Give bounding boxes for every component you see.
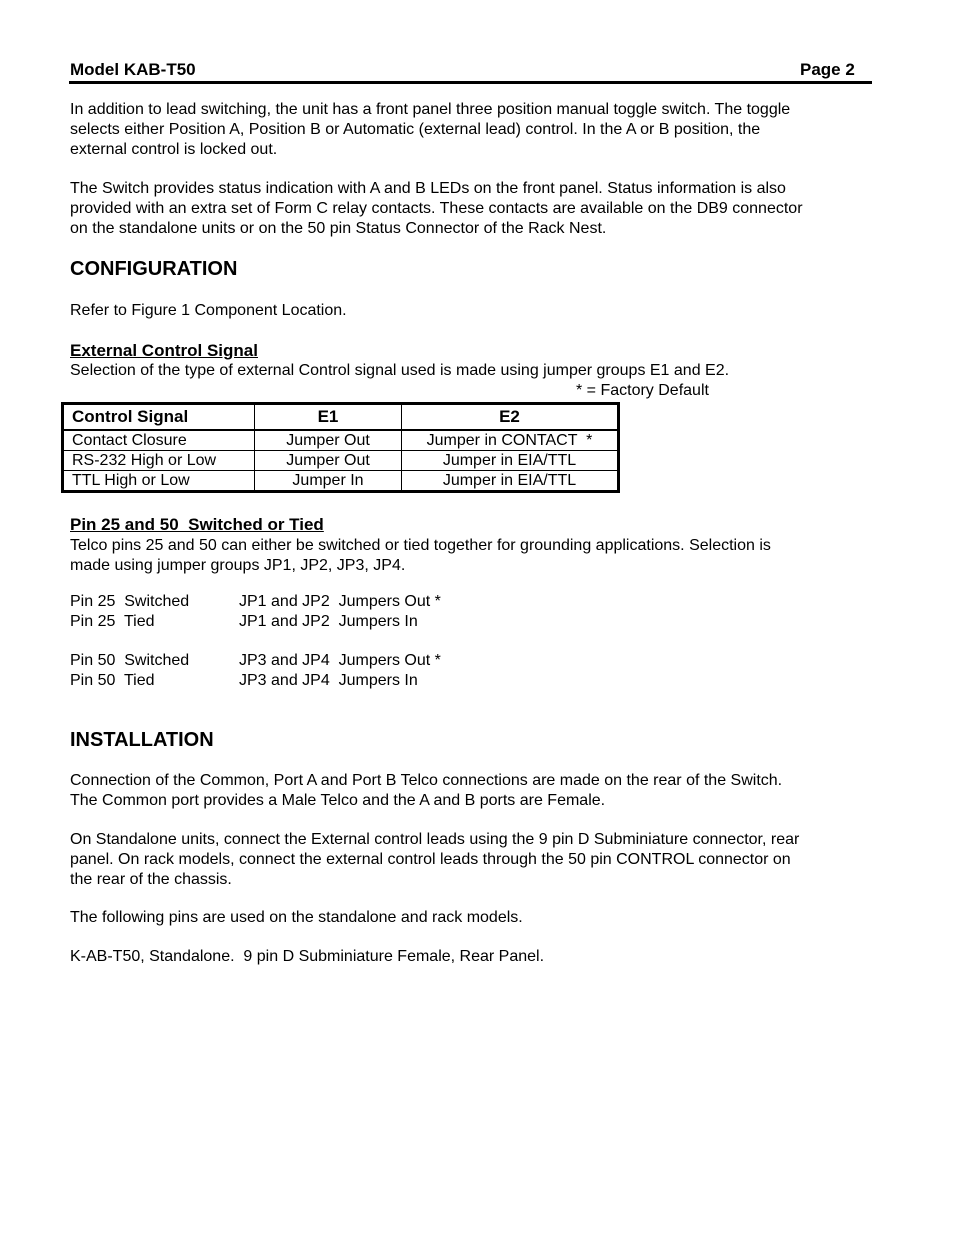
pins-heading: Pin 25 and 50 Switched or Tied xyxy=(70,515,324,534)
column-header: E2 xyxy=(402,404,619,431)
pin-label: Pin 50 Tied xyxy=(70,672,155,689)
refer-text: Refer to Figure 1 Component Location. xyxy=(70,302,347,319)
control-signal-table xyxy=(61,402,620,493)
table-cell: Jumper in CONTACT * xyxy=(402,430,619,451)
text-line: selects either Position A, Position B or Automatic (external lead) control. In the A or B position, the xyxy=(70,120,761,138)
installation-heading: INSTALLATION xyxy=(70,729,214,751)
installation-paragraph-2 xyxy=(70,830,870,889)
text-line: The Common port provides a Male Telco and the A and B ports are Female. xyxy=(70,791,606,809)
text-line: On Standalone units, connect the External control leads using the 9 pin D Subminiature connector, rear xyxy=(70,831,800,848)
header-model: Model KAB-T50 xyxy=(70,60,196,79)
table-cell: Jumper Out xyxy=(255,451,402,471)
text-line: on the standalone units or on the 50 pin Status Connector of the Rack Nest. xyxy=(70,219,607,237)
pin-label: Pin 25 Tied xyxy=(70,613,155,630)
pin-setting: JP3 and JP4 Jumpers In xyxy=(239,672,418,689)
text-line: made using jumper groups JP1, JP2, JP3, JP4. xyxy=(70,556,406,574)
pin-setting: JP1 and JP2 Jumpers In xyxy=(239,613,418,630)
installation-paragraph-1 xyxy=(70,771,870,811)
table-cell: Jumper in EIA/TTL xyxy=(402,471,619,492)
text-line: provided with an extra set of Form C relay contacts. These contacts are available on the DB9 connector xyxy=(70,199,803,217)
text-line: external control is locked out. xyxy=(70,140,278,158)
pins-description xyxy=(70,536,870,576)
configuration-heading: CONFIGURATION xyxy=(70,258,238,280)
text-line: the rear of the chassis. xyxy=(70,870,232,888)
external-control-desc: Selection of the type of external Control signal used is made using jumper groups E1 and E2. xyxy=(70,362,730,379)
intro-paragraph-1 xyxy=(70,100,870,159)
pin-label: Pin 25 Switched xyxy=(70,593,190,610)
table-cell: Jumper in EIA/TTL xyxy=(402,451,619,471)
text-line: In addition to lead switching, the unit has a front panel three position manual toggle switch. The toggle xyxy=(70,101,791,118)
text-line: The Switch provides status indication with A and B LEDs on the front panel. Status information is also xyxy=(70,180,786,197)
table-header-row xyxy=(63,404,619,431)
installation-paragraph-4: K-AB-T50, Standalone. 9 pin D Subminiature Female, Rear Panel. xyxy=(70,948,545,965)
external-control-heading: External Control Signal xyxy=(70,341,258,360)
pin-label: Pin 50 Switched xyxy=(70,652,190,669)
table-cell: Contact Closure xyxy=(63,430,255,451)
factory-default-note: * = Factory Default xyxy=(576,382,709,399)
table-cell: Jumper In xyxy=(255,471,402,492)
column-header: Control Signal xyxy=(63,404,255,431)
header-page-number: Page 2 xyxy=(800,60,855,79)
installation-paragraph-3: The following pins are used on the standalone and rack models. xyxy=(70,909,523,926)
table-row xyxy=(63,430,619,451)
text-line: Connection of the Common, Port A and Port B Telco connections are made on the rear of the Switch. xyxy=(70,772,783,789)
intro-paragraph-2 xyxy=(70,179,870,238)
pin-setting: JP1 and JP2 Jumpers Out * xyxy=(239,593,441,610)
text-line: Telco pins 25 and 50 can either be switched or tied together for grounding applications. Selection is xyxy=(70,537,771,554)
table-cell: TTL High or Low xyxy=(63,471,255,492)
table-cell: RS-232 High or Low xyxy=(63,451,255,471)
header-rule xyxy=(69,81,872,84)
column-header: E1 xyxy=(255,404,402,431)
table-row xyxy=(63,471,619,492)
text-line: panel. On rack models, connect the external control leads through the 50 pin CONTROL connector on xyxy=(70,850,791,868)
table-row xyxy=(63,451,619,471)
table-cell: Jumper Out xyxy=(255,430,402,451)
pin-setting: JP3 and JP4 Jumpers Out * xyxy=(239,652,441,669)
